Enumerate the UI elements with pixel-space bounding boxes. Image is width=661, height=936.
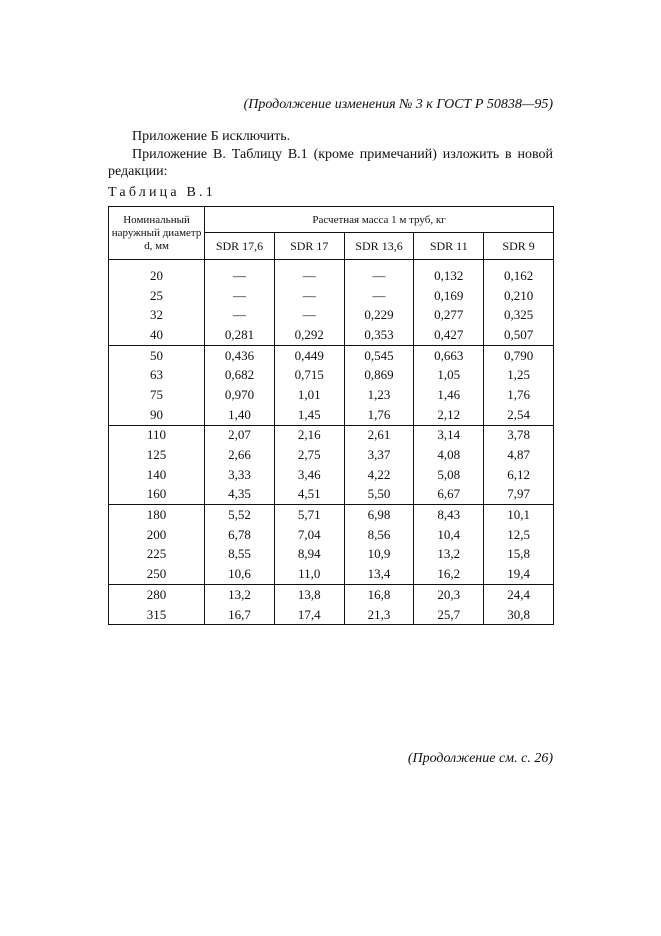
mass-cell: 24,4 <box>484 585 554 605</box>
column-header-diameter: Номинальный наружный диаметр d, мм <box>109 207 205 260</box>
diameter-cell: 250 <box>109 564 205 584</box>
diameter-cell: 225 <box>109 545 205 565</box>
mass-cell: 3,37 <box>344 445 414 465</box>
table-row <box>109 445 554 465</box>
table-row <box>109 505 554 525</box>
diameter-cell: 40 <box>109 325 205 345</box>
mass-cell: 1,23 <box>344 385 414 405</box>
mass-cell: 0,325 <box>484 305 554 325</box>
table-body <box>109 260 554 625</box>
table-row <box>109 485 554 505</box>
mass-cell: 13,2 <box>205 585 275 605</box>
diameter-cell: 200 <box>109 525 205 545</box>
mass-cell: 3,46 <box>274 465 344 485</box>
mass-cell: 11,0 <box>274 564 344 584</box>
mass-cell: — <box>274 305 344 325</box>
diameter-cell: 140 <box>109 465 205 485</box>
mass-cell: 1,46 <box>414 385 484 405</box>
diameter-cell: 180 <box>109 505 205 525</box>
mass-cell: 19,4 <box>484 564 554 584</box>
paragraph-appendix-b: Приложение Б исключить. <box>132 129 291 144</box>
table-row <box>109 465 554 485</box>
table-row <box>109 585 554 605</box>
mass-cell: 6,12 <box>484 465 554 485</box>
mass-cell: 1,05 <box>414 365 484 385</box>
mass-cell: 6,98 <box>344 505 414 525</box>
table-caption: Таблица В.1 <box>108 185 216 200</box>
mass-cell: 2,07 <box>205 425 275 445</box>
mass-cell: 5,08 <box>414 465 484 485</box>
mass-cell: 13,4 <box>344 564 414 584</box>
mass-cell: 0,162 <box>484 260 554 286</box>
mass-cell: 0,229 <box>344 305 414 325</box>
mass-cell: 1,76 <box>484 385 554 405</box>
table-row <box>109 325 554 345</box>
table-row <box>109 365 554 385</box>
table-row <box>109 605 554 625</box>
mass-cell: 2,54 <box>484 405 554 425</box>
mass-cell: 16,2 <box>414 564 484 584</box>
diameter-cell: 20 <box>109 260 205 286</box>
diameter-cell: 315 <box>109 605 205 625</box>
mass-cell: 0,353 <box>344 325 414 345</box>
mass-cell: 17,4 <box>274 605 344 625</box>
mass-cell: — <box>344 286 414 306</box>
mass-cell: 0,970 <box>205 385 275 405</box>
mass-cell: 3,14 <box>414 425 484 445</box>
table-row <box>109 564 554 584</box>
mass-cell: 0,790 <box>484 345 554 365</box>
mass-cell: 13,2 <box>414 545 484 565</box>
mass-cell: 0,545 <box>344 345 414 365</box>
mass-cell: 15,8 <box>484 545 554 565</box>
mass-cell: 6,67 <box>414 485 484 505</box>
mass-cell: 2,66 <box>205 445 275 465</box>
mass-cell: 0,715 <box>274 365 344 385</box>
table-row <box>109 545 554 565</box>
mass-cell: 5,71 <box>274 505 344 525</box>
column-header-sdr: SDR 13,6 <box>344 233 414 260</box>
paragraph-appendix-v: Приложение В. Таблицу В.1 (кроме примечаний) изложить в новой редакции: <box>108 147 553 179</box>
diameter-cell: 125 <box>109 445 205 465</box>
diameter-cell: 160 <box>109 485 205 505</box>
mass-cell: 3,78 <box>484 425 554 445</box>
mass-cell: 4,51 <box>274 485 344 505</box>
column-header-sdr: SDR 9 <box>484 233 554 260</box>
mass-cell: 12,5 <box>484 525 554 545</box>
mass-cell: 21,3 <box>344 605 414 625</box>
mass-cell: 0,210 <box>484 286 554 306</box>
column-header-sdr: SDR 17,6 <box>205 233 275 260</box>
mass-cell: 0,682 <box>205 365 275 385</box>
mass-cell: 0,277 <box>414 305 484 325</box>
mass-cell: 1,40 <box>205 405 275 425</box>
mass-cell: 1,01 <box>274 385 344 405</box>
table-row <box>109 425 554 445</box>
mass-cell: — <box>205 305 275 325</box>
mass-cell: 13,8 <box>274 585 344 605</box>
mass-cell: — <box>205 260 275 286</box>
mass-cell: 30,8 <box>484 605 554 625</box>
table-row <box>109 345 554 365</box>
diameter-cell: 63 <box>109 365 205 385</box>
mass-cell: 1,25 <box>484 365 554 385</box>
mass-cell: 16,7 <box>205 605 275 625</box>
mass-cell: 16,8 <box>344 585 414 605</box>
mass-cell: 8,55 <box>205 545 275 565</box>
mass-cell: 4,08 <box>414 445 484 465</box>
mass-cell: 0,436 <box>205 345 275 365</box>
diameter-cell: 90 <box>109 405 205 425</box>
table-row <box>109 260 554 286</box>
mass-cell: 7,04 <box>274 525 344 545</box>
mass-cell: 0,292 <box>274 325 344 345</box>
mass-cell: 5,50 <box>344 485 414 505</box>
mass-cell: 8,94 <box>274 545 344 565</box>
table-row <box>109 405 554 425</box>
mass-cell: 0,132 <box>414 260 484 286</box>
mass-cell: 7,97 <box>484 485 554 505</box>
mass-cell: — <box>274 260 344 286</box>
mass-cell: — <box>274 286 344 306</box>
mass-cell: 20,3 <box>414 585 484 605</box>
mass-cell: 0,663 <box>414 345 484 365</box>
mass-cell: 10,1 <box>484 505 554 525</box>
mass-cell: 1,76 <box>344 405 414 425</box>
column-header-group: Расчетная масса 1 м труб, кг <box>205 207 554 233</box>
page-footer: (Продолжение см. с. 26) <box>407 751 553 766</box>
mass-cell: — <box>344 260 414 286</box>
mass-cell: 2,75 <box>274 445 344 465</box>
mass-cell: 5,52 <box>205 505 275 525</box>
diameter-cell: 110 <box>109 425 205 445</box>
mass-cell: 10,9 <box>344 545 414 565</box>
column-header-sdr: SDR 17 <box>274 233 344 260</box>
pipe-mass-table <box>108 206 554 625</box>
mass-cell: 2,12 <box>414 405 484 425</box>
mass-cell: 0,507 <box>484 325 554 345</box>
mass-cell: 2,16 <box>274 425 344 445</box>
mass-cell: — <box>205 286 275 306</box>
table-row <box>109 305 554 325</box>
diameter-cell: 280 <box>109 585 205 605</box>
mass-cell: 25,7 <box>414 605 484 625</box>
diameter-cell: 75 <box>109 385 205 405</box>
mass-cell: 4,35 <box>205 485 275 505</box>
mass-cell: 2,61 <box>344 425 414 445</box>
mass-cell: 4,87 <box>484 445 554 465</box>
page-header: (Продолжение изменения № 3 к ГОСТ Р 50838—95) <box>243 97 553 112</box>
column-header-sdr: SDR 11 <box>414 233 484 260</box>
mass-cell: 8,56 <box>344 525 414 545</box>
table-row <box>109 525 554 545</box>
table-row <box>109 286 554 306</box>
diameter-cell: 50 <box>109 345 205 365</box>
mass-cell: 8,43 <box>414 505 484 525</box>
mass-cell: 0,449 <box>274 345 344 365</box>
table-row <box>109 385 554 405</box>
mass-cell: 3,33 <box>205 465 275 485</box>
mass-cell: 0,869 <box>344 365 414 385</box>
mass-cell: 0,281 <box>205 325 275 345</box>
mass-cell: 0,427 <box>414 325 484 345</box>
diameter-cell: 25 <box>109 286 205 306</box>
diameter-cell: 32 <box>109 305 205 325</box>
mass-cell: 1,45 <box>274 405 344 425</box>
mass-cell: 6,78 <box>205 525 275 545</box>
mass-cell: 10,6 <box>205 564 275 584</box>
mass-cell: 0,169 <box>414 286 484 306</box>
mass-cell: 10,4 <box>414 525 484 545</box>
mass-cell: 4,22 <box>344 465 414 485</box>
